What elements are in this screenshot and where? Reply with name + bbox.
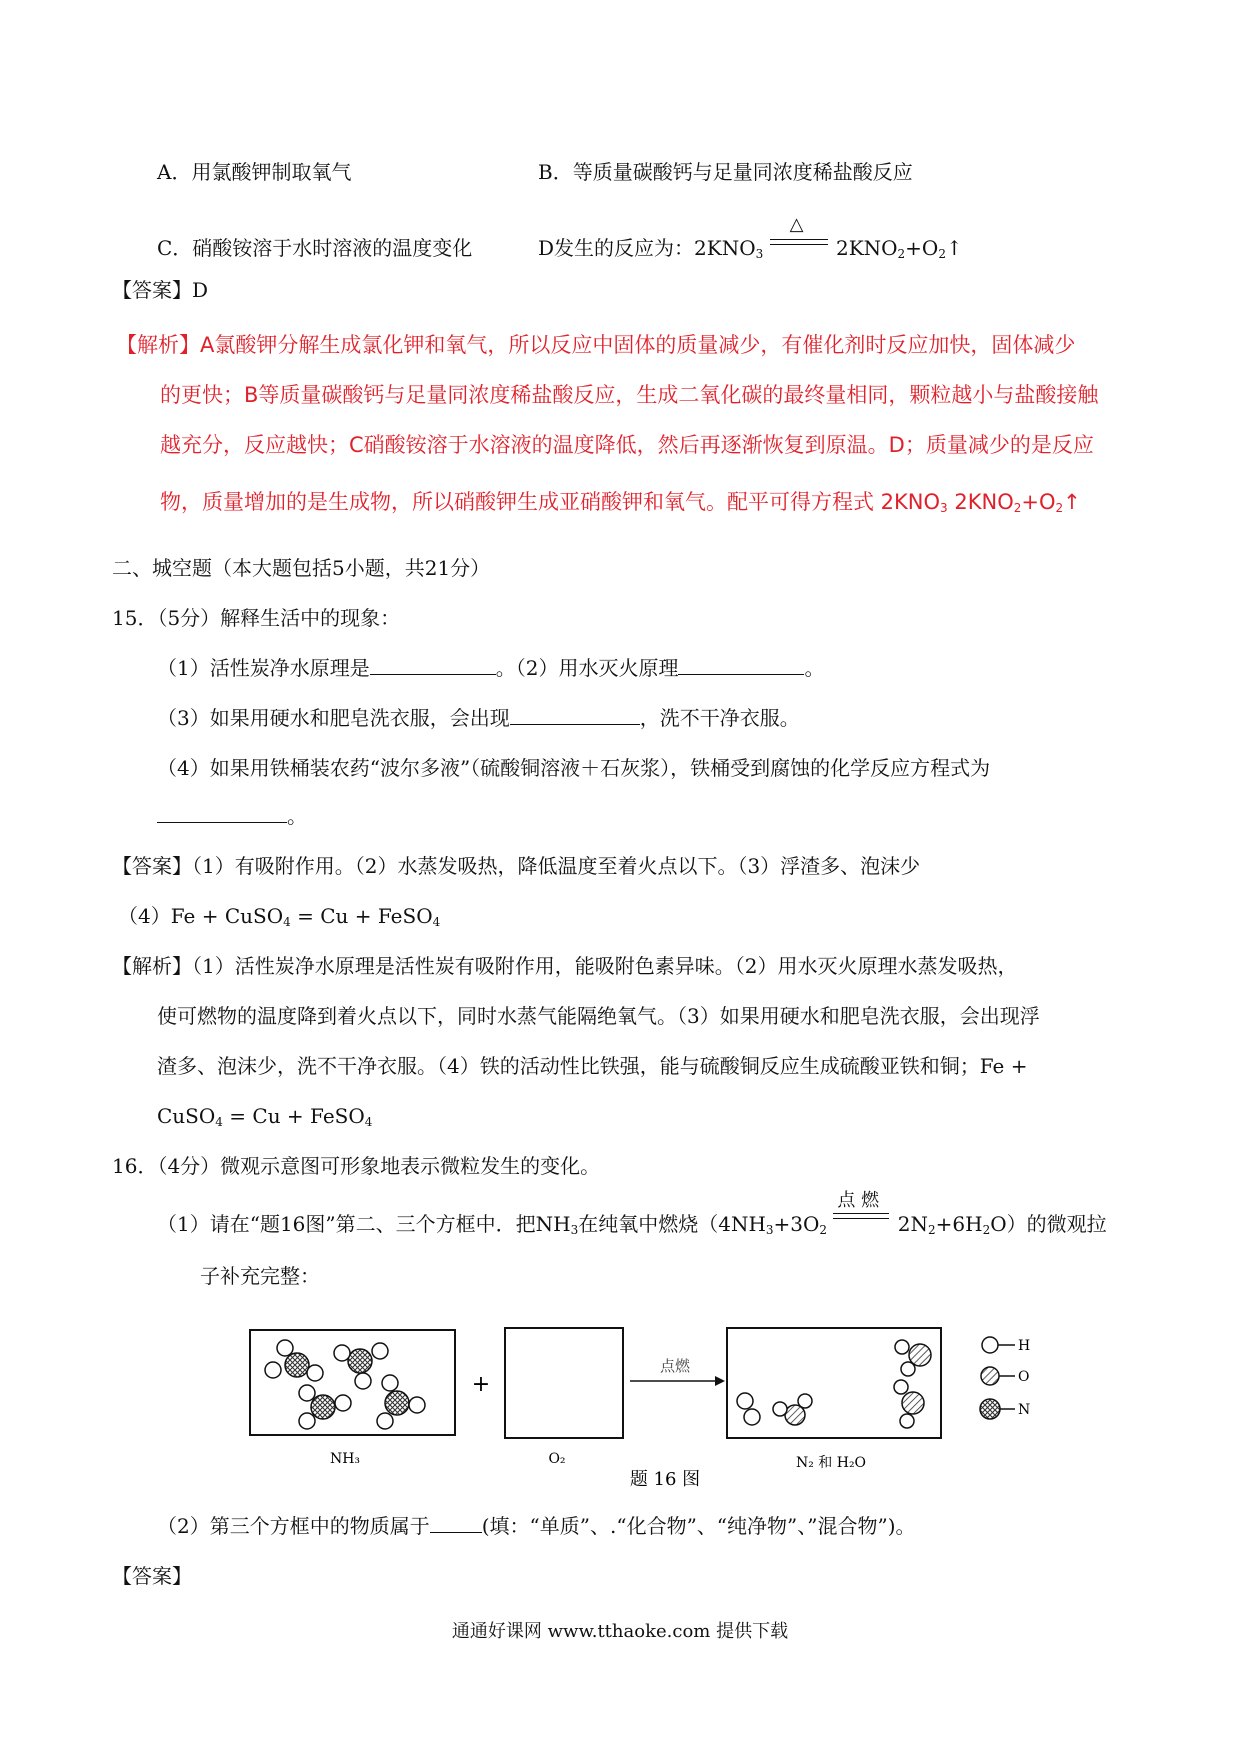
subscript: 2 xyxy=(928,1223,936,1237)
nh3-molecule xyxy=(334,1343,388,1389)
option-c: C．硝酸铵溶于水时溶液的温度变化 xyxy=(157,236,473,260)
o2-box xyxy=(505,1328,623,1438)
analysis-text: = Cu + FeSO xyxy=(222,1104,365,1128)
option-d-product: 2KNO xyxy=(835,236,898,260)
option-d xyxy=(538,214,963,268)
q15-analysis-line-3: 渣多、泡沫少，洗不干净衣服。（4）铁的活动性比铁强，能与硫酸铜反应生成硫酸亚铁和铜；Fe + xyxy=(157,1054,1028,1078)
subscript: 2 xyxy=(982,1223,991,1237)
question-text: （1）活性炭净水原理是 xyxy=(157,656,370,680)
reaction-condition xyxy=(833,1190,891,1231)
question-text: 。 xyxy=(804,656,825,680)
q14-analysis-line-4 xyxy=(160,488,1081,522)
h2-like-pair xyxy=(737,1393,760,1425)
h2o-molecule xyxy=(894,1380,924,1428)
q15-part-4: （4）如果用铁桶装农药“波尔多液”（硫酸铜溶液＋石灰浆），铁桶受到腐蚀的化学反应方程式为 xyxy=(157,756,991,780)
subscript: 2 xyxy=(819,1223,828,1237)
q16-part-2 xyxy=(157,1512,916,1540)
subscript: 4 xyxy=(215,1115,223,1129)
q16-part-1 xyxy=(157,1190,1107,1244)
subscript: 2 xyxy=(938,247,946,261)
subscript: 3 xyxy=(940,501,948,515)
question-text: （2）第三个方框中的物质属于 xyxy=(157,1514,430,1538)
q15-title: 15．（5分）解释生活中的现象： xyxy=(112,606,401,630)
legend-h-label: H xyxy=(1018,1338,1031,1354)
section-heading: 二、城空题（本大题包括5小题，共21分） xyxy=(112,556,491,580)
legend-h xyxy=(982,1337,1030,1354)
subscript: 4 xyxy=(283,915,291,929)
answer-blank[interactable] xyxy=(678,654,804,675)
products-box-label: N₂ 和 H₂O xyxy=(795,1455,867,1471)
up-arrow-symbol: ↑ xyxy=(1063,490,1081,514)
question-text: （1）请在“题16图”第二、三个方框中．把NH xyxy=(157,1212,571,1236)
q15-answer-line-1: 【答案】（1）有吸附作用。（2）水蒸发吸热，降低温度至着火点以下。（3）浮渣多、泡沫少 xyxy=(112,854,921,878)
subscript: 3 xyxy=(570,1223,579,1237)
plus-sign: + xyxy=(471,1372,491,1397)
question-text: 2N xyxy=(897,1212,929,1236)
q14-answer: 【答案】D xyxy=(112,278,209,302)
legend-o xyxy=(981,1367,1029,1385)
subscript: 2 xyxy=(1055,501,1064,515)
nh3-molecule xyxy=(377,1375,425,1429)
nh3-molecule xyxy=(299,1385,351,1429)
question-text: +3O xyxy=(773,1212,820,1236)
question-text: （3）如果用硬水和肥皂洗衣服，会出现 xyxy=(157,706,510,730)
question-text: ，洗不干净衣服。 xyxy=(639,706,800,730)
analysis-text: 物，质量增加的是生成物，所以硝酸钾生成亚硝酸钾和氧气。配平可得方程式 2KNO xyxy=(160,490,941,514)
ignite-condition-label: 点 燃 xyxy=(837,1190,880,1211)
question-text: (填：“单质”、.“化合物”、“纯净物”、”混合物”)。 xyxy=(481,1514,916,1538)
option-d-product: +O xyxy=(905,236,939,260)
subscript: 4 xyxy=(364,1115,373,1129)
figure-16 xyxy=(245,1325,1065,1495)
question-text: 。（2）用水灭火原理 xyxy=(495,656,679,680)
heat-condition-symbol: △ xyxy=(789,214,804,235)
option-d-text: D发生的反应为：2KNO xyxy=(538,236,756,260)
q14-analysis-line-2: 的更快；B等质量碳酸钙与足量同浓度稀盐酸反应，生成二氧化碳的最终量相同，颗粒越小与盐酸接触 xyxy=(160,383,1099,407)
question-text: 在纯氧中燃烧（4NH xyxy=(578,1212,766,1236)
answer-text: = Cu + FeSO xyxy=(290,904,433,928)
h2o-molecule xyxy=(895,1340,931,1376)
nh3-molecule xyxy=(265,1340,323,1381)
nh3-box-label: NH₃ xyxy=(329,1451,361,1467)
q15-analysis-line-1: 【解析】（1）活性炭净水原理是活性炭有吸附作用，能吸附色素异味。（2）用水灭火原理水蒸发吸热， xyxy=(112,954,1018,978)
reaction-equals-sign xyxy=(770,214,830,255)
q15-analysis-line-4 xyxy=(157,1102,372,1136)
q15-answer-line-2 xyxy=(118,902,440,936)
q15-analysis-line-2: 使可燃物的温度降到着火点以下，同时水蒸气能隔绝氧气。（3）如果用硬水和肥皂洗衣服，会出现浮 xyxy=(157,1004,1040,1028)
question-text: O）的微观拉 xyxy=(990,1212,1107,1236)
subscript: 2 xyxy=(1013,501,1022,515)
subscript: 3 xyxy=(765,1223,774,1237)
up-arrow-symbol: ↑ xyxy=(945,236,963,260)
arrow-head-icon xyxy=(715,1376,725,1386)
page-footer: 通通好课网 www.tthaoke.com 提供下载 xyxy=(451,1621,789,1642)
answer-blank[interactable] xyxy=(430,1512,482,1533)
arrow-condition-label: 点燃 xyxy=(659,1357,691,1375)
q16-title: 16．（4分）微观示意图可形象地表示微粒发生的变化。 xyxy=(112,1154,601,1178)
h2o-molecule xyxy=(773,1394,812,1425)
answer-text: （4）Fe + CuSO xyxy=(118,904,284,928)
answer-blank[interactable] xyxy=(510,704,640,725)
question-text: 。 xyxy=(287,804,307,828)
q14-analysis-line-1: 【解析】A氯酸钾分解生成氯化钾和氧气，所以反应中固体的质量减少，有催化剂时反应加快，固体减少 xyxy=(116,333,1076,357)
q16-answer: 【答案】 xyxy=(112,1564,192,1588)
q15-part-4-blank-line xyxy=(157,802,307,830)
q16-part-1-continued: 子补充完整： xyxy=(200,1264,320,1288)
q14-analysis-line-3: 越充分，反应越快；C硝酸铵溶于水溶液的温度降低，然后再逐渐恢复到原温。D；质量减少的是反应 xyxy=(160,433,1094,457)
subscript: 2 xyxy=(897,247,906,261)
subscript: 3 xyxy=(755,247,764,261)
question-text: +6H xyxy=(935,1212,983,1236)
analysis-text: +O xyxy=(1021,490,1056,514)
legend-n-label: N xyxy=(1018,1402,1031,1418)
option-b: B．等质量碳酸钙与足量同浓度稀盐酸反应 xyxy=(538,160,913,184)
legend-o-label: O xyxy=(1018,1369,1030,1385)
figure-caption: 题 16 图 xyxy=(629,1469,701,1490)
option-a: A．用氯酸钾制取氧气 xyxy=(157,160,352,184)
analysis-text: CuSO xyxy=(157,1104,216,1128)
q15-part-3 xyxy=(157,704,800,732)
answer-blank[interactable] xyxy=(370,654,496,675)
answer-blank[interactable] xyxy=(157,802,287,823)
subscript: 4 xyxy=(432,915,441,929)
legend-n xyxy=(980,1399,1030,1419)
analysis-text: 2KNO xyxy=(947,490,1014,514)
o2-box-label: O₂ xyxy=(548,1451,566,1467)
q15-part-1-2 xyxy=(157,654,824,682)
